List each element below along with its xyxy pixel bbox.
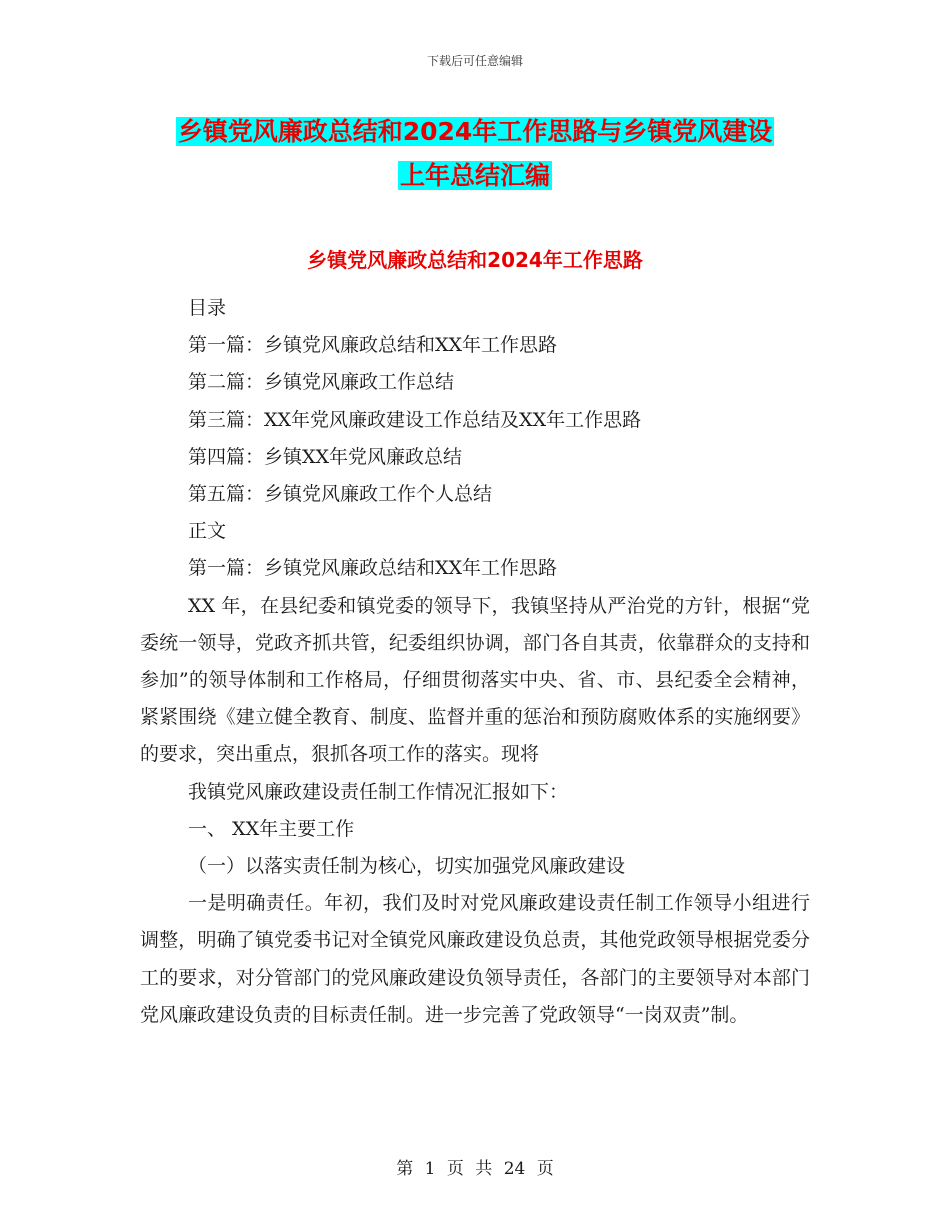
toc-item-2: 第二篇：乡镇党风廉政工作总结 [188, 371, 455, 394]
content-heading: 正文 [188, 520, 227, 543]
toc-item-4: 第四篇：乡镇XX年党风廉政总结 [188, 445, 463, 468]
paragraph-2: 我镇党风廉政建设责任制工作情况汇报如下： [188, 780, 569, 803]
toc-item-1: 第一篇：乡镇党风廉政总结和XX年工作思路 [188, 334, 558, 357]
page-header: 下载后可任意编辑 [426, 54, 523, 68]
paragraph-3: 一是明确责任。年初，我们及时对党风廉政建设责任制工作领导小组进行调整，明确了镇党委书记对全镇党风廉政建设负总责，其他党政领导根据党委分工的要求，对分管部门的党风廉政建设负领导责任，各部门的主要领导对本部门党风廉政建设负责的目标责任制。进一步完善了党政领导“一岗双责”制。 [140, 892, 810, 1026]
title-line-2: 上年总结汇编 [399, 161, 550, 190]
toc-item-3: 第三篇：XX年党风廉政建设工作总结及XX年工作思路 [188, 408, 642, 431]
toc-heading: 目录 [188, 297, 227, 319]
section-heading-1: 一、 XX年主要工作 [188, 817, 355, 840]
paragraph-1: XX 年，在县纪委和镇党委的领导下，我镇坚持从严治党的方针，根据“党委统一领导，党政齐抓共管，纪委组织协调，部门各自其责，依靠群众的支持和参加”的领导体制和工作格局，仔细贯彻落实中央、省、市、县纪委全会精神，紧紧围绕《建立健全教育、制度、监督并重的惩治和预防腐败体系的实施纲要》的要求，突出重点，狠抓各项工作的落实。现将 [140, 594, 810, 766]
document-body [140, 290, 810, 1034]
part-title: 第一篇：乡镇党风廉政总结和XX年工作思路 [188, 557, 558, 580]
document-title [140, 110, 810, 198]
subsection-heading-1: （一）以落实责任制为核心，切实加强党风廉政建设 [188, 855, 626, 878]
page-footer: 第 1 页 共 24 页 [396, 1159, 554, 1179]
title-line-1: 乡镇党风廉政总结和2024年工作思路与乡镇党风建设 [177, 117, 773, 146]
section-title: 乡镇党风廉政总结和2024年工作思路 [307, 248, 643, 272]
toc-item-5: 第五篇：乡镇党风廉政工作个人总结 [188, 483, 493, 506]
